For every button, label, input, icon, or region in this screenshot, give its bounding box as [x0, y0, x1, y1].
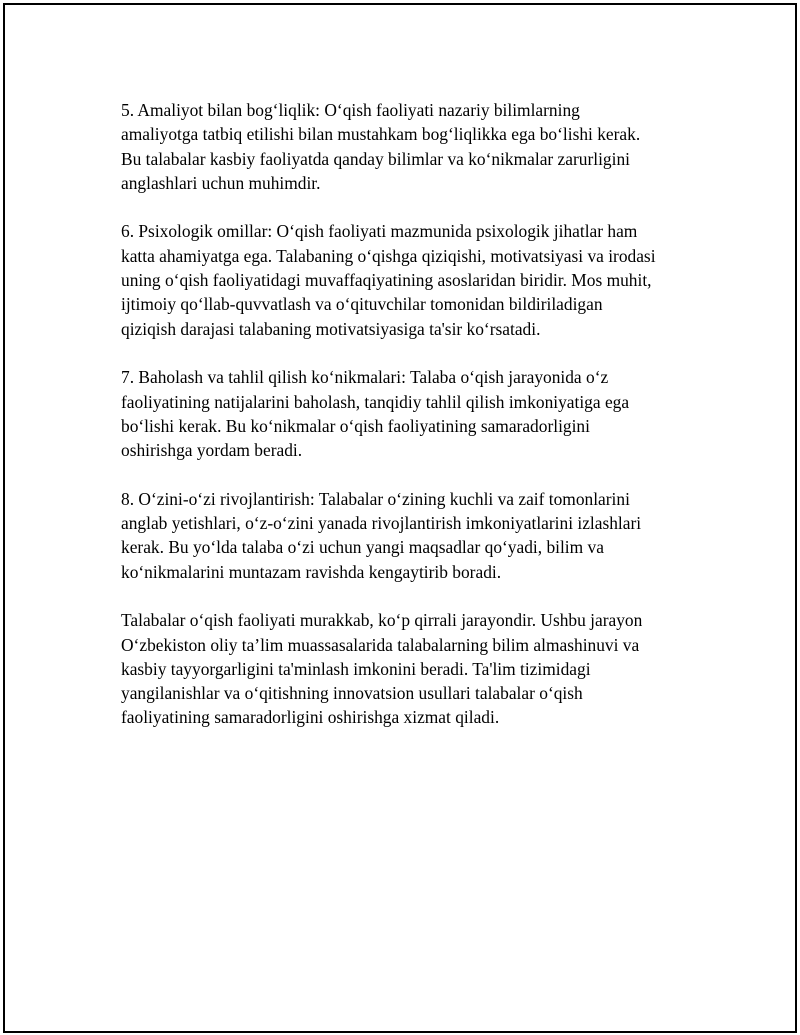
paragraph-self-development [121, 487, 711, 584]
text-line: bo‘lishi kerak. Bu ko‘nikmalar o‘qish faoliyatining samaradorligini [121, 415, 590, 436]
text-line: 7. Baholash va tahlil qilish ko‘nikmalari: Talaba o‘qish jarayonida o‘z [121, 367, 609, 388]
text-line: yangilanishlar va o‘qitishning innovatsion usullari talabalar o‘qish [121, 683, 583, 704]
text-line: anglashlari uchun muhimdir. [121, 172, 321, 193]
paragraph-practice-link [121, 98, 711, 195]
page-frame [3, 3, 797, 1033]
text-line: anglab yetishlari, o‘z-o‘zini yanada rivojlantirish imkoniyatlarini izlashlari [121, 513, 642, 534]
text-line: kasbiy tayyorgarligini ta'minlash imkonini beradi. Ta'lim tizimidagi [121, 658, 591, 679]
text-line: 5. Amaliyot bilan bog‘liqlik: O‘qish faoliyati nazariy bilimlarning [121, 100, 580, 120]
text-line: katta ahamiyatga ega. Talabaning o‘qishga qiziqishi, motivatsiyasi va irodasi [121, 245, 656, 266]
text-line: 8. O‘zini-o‘zi rivojlantirish: Talabalar o‘zining kuchli va zaif tomonlarini [121, 488, 630, 509]
paragraph-conclusion [121, 608, 711, 729]
text-line: ijtimoiy qo‘llab-quvvatlash va o‘qituvchilar tomonidan bildiriladigan [121, 294, 603, 315]
text-line: ko‘nikmalarini muntazam ravishda kengaytirib boradi. [121, 561, 502, 582]
paragraph-psychological-factors [121, 219, 711, 340]
text-line: Bu talabalar kasbiy faoliyatda qanday bilimlar va ko‘nikmalar zarurligini [121, 148, 630, 169]
document-body [121, 98, 711, 754]
text-line: Talabalar o‘qish faoliyati murakkab, ko‘p qirrali jarayondir. Ushbu jarayon [121, 610, 643, 631]
paragraph-assessment-skills [121, 365, 711, 462]
text-line: 6. Psixologik omillar: O‘qish faoliyati mazmunida psixologik jihatlar ham [121, 221, 638, 242]
text-line: amaliyotga tatbiq etilishi bilan mustahkam bog‘liqlikka ega bo‘lishi kerak. [121, 124, 641, 145]
text-line: kerak. Bu yo‘lda talaba o‘zi uchun yangi maqsadlar qo‘yadi, bilim va [121, 537, 604, 558]
text-line: faoliyatining natijalarini baholash, tanqidiy tahlil qilish imkoniyatiga ega [121, 391, 630, 412]
text-line: O‘zbekiston oliy ta’lim muassasalarida talabalarning bilim almashinuvi va [121, 634, 640, 655]
text-line: oshirishga yordam beradi. [121, 440, 303, 461]
text-line: qiziqish darajasi talabaning motivatsiyasiga ta'sir ko‘rsatadi. [121, 318, 541, 339]
text-line: uning o‘qish faoliyatidagi muvaffaqiyatining asoslaridan biridir. Mos muhit, [121, 270, 652, 291]
text-line: faoliyatining samaradorligini oshirishga xizmat qiladi. [121, 707, 500, 728]
